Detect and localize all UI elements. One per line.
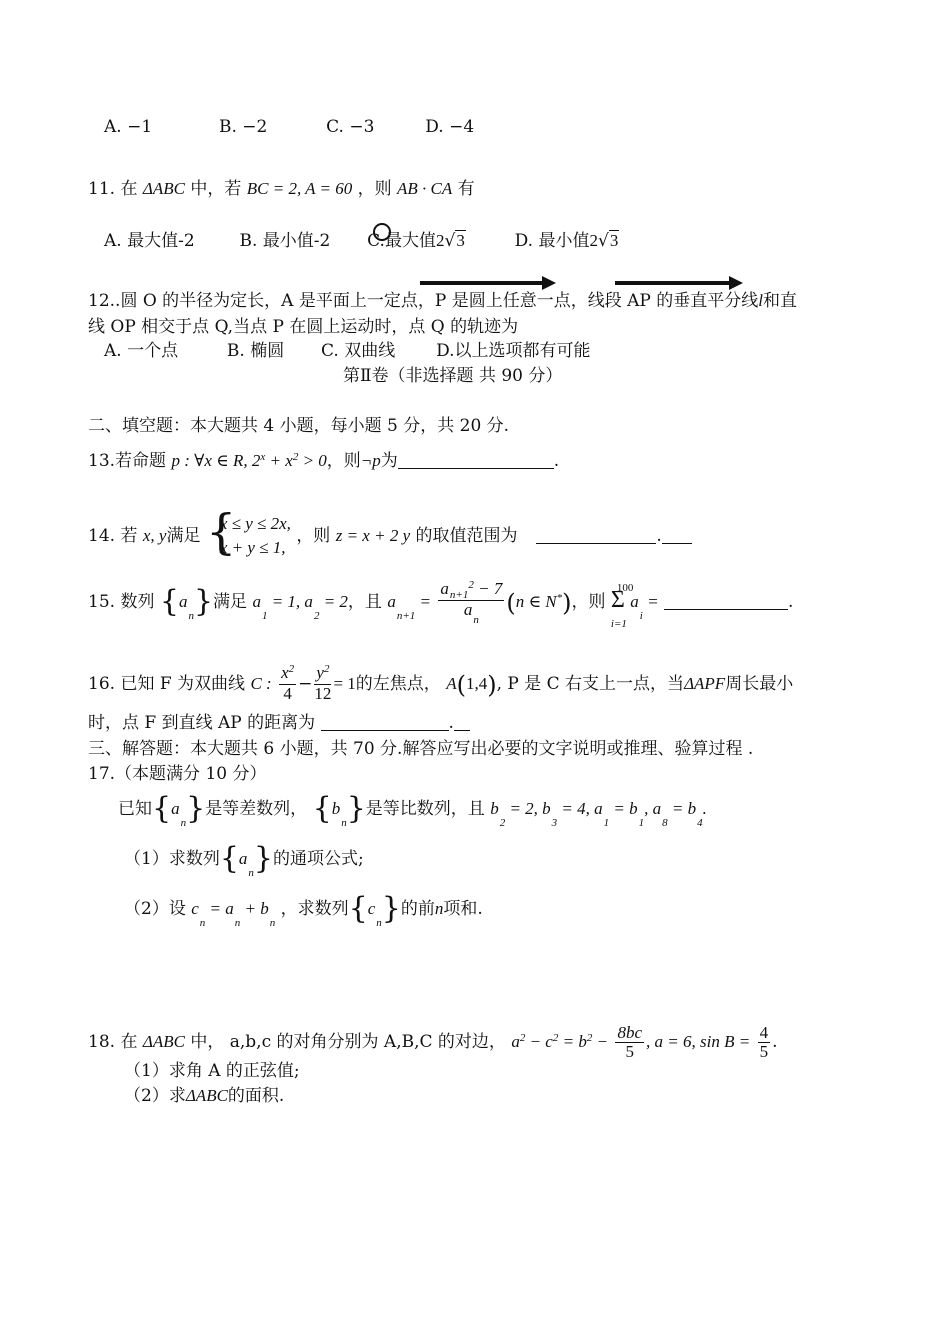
q17-text: 是等差数列，	[205, 799, 308, 819]
arrow-right-icon	[420, 281, 552, 285]
q12-option-c: C. 双曲线	[321, 341, 396, 361]
q15	[88, 579, 794, 630]
q18-triangle: ΔABC	[142, 1032, 185, 1051]
q17-text: 项和.	[443, 899, 483, 919]
q15-sub: n	[188, 610, 194, 622]
q16-text: 时，点 F 到直线 AP 的距离为	[88, 713, 316, 733]
q12-text: 12..圆 O 的半径为定长，A 是平面上一定点，P 是圆上任意一点，线段 AP 的垂直平分线	[88, 291, 759, 311]
q17-conditions: $b_2 = 2$, $b_3 = 4$, $a_1 = b_1$, $a_8 = b_4$.	[490, 799, 707, 829]
q11-text: ，则	[357, 179, 392, 199]
q11-number: 11.	[88, 179, 116, 199]
q13-text: 13.若命题	[88, 451, 167, 471]
q17-part1	[124, 841, 364, 879]
q18-equation: $a^2 - c^2 = b^2$ −	[511, 1032, 609, 1051]
q14-system	[205, 504, 291, 560]
q11-option-a: A. 最大值-2	[104, 231, 195, 251]
q16-triangle: ΔAPF	[684, 674, 726, 693]
q17-text: （2）设	[124, 899, 186, 919]
q15-sum: 100 Σ i=1	[610, 582, 634, 630]
q14-blank-tail	[662, 525, 692, 544]
q17-seq-c: c	[367, 899, 376, 918]
q16-answer-blank[interactable]	[321, 712, 449, 731]
q18-part1: （1）求角 A 的正弦值;	[124, 1061, 300, 1081]
q12-option-b: B. 椭圆	[226, 341, 285, 361]
q13-text: ，则	[326, 451, 361, 471]
q13-answer-blank[interactable]	[398, 450, 554, 469]
brace-icon: }	[381, 891, 401, 926]
q16-text: 周长最小	[725, 674, 794, 694]
q10-option-b: B. −2	[218, 117, 268, 137]
q10-options	[104, 116, 474, 138]
q17-n: n	[434, 899, 444, 918]
q10-option-d: D. −4	[425, 117, 475, 137]
q16-line2	[88, 712, 470, 734]
q16-point: A(1,4)	[446, 671, 497, 699]
q15-text: 满足	[213, 592, 248, 612]
q11-option-b: B. 最小值-2	[239, 231, 331, 251]
q15-text: ，且	[347, 592, 382, 612]
q17-seq-a: a	[171, 799, 180, 818]
brace-icon: {	[219, 841, 239, 876]
part2-title: 第Ⅱ卷（非选择题 共 90 分）	[343, 366, 563, 386]
q17-text: ，求数列	[280, 899, 349, 919]
q15-text: ，则	[571, 592, 606, 612]
q13	[88, 450, 559, 474]
q18-period: .	[772, 1032, 778, 1052]
q11-triangle: ΔABC	[142, 179, 185, 198]
q16-text: 16. 已知 F 为双曲线	[88, 674, 246, 694]
q14-objective: z = x + 2 y	[335, 526, 411, 545]
q18-triangle: ΔABC	[185, 1086, 228, 1105]
q18-conditions: , a = 6, sin B =	[646, 1032, 751, 1051]
q11-options	[104, 230, 619, 252]
brace-icon: {	[312, 791, 332, 826]
q18-text: （2）求	[124, 1086, 186, 1106]
q18-text: 中， a,b,c 的对角分别为 A,B,C 的对边，	[190, 1032, 506, 1052]
q16-period: .	[448, 713, 454, 733]
q14-text: 的取值范围为	[415, 526, 518, 546]
q15-fraction: $\frac{a_{n+1}^2 - 7}{a_n}$	[440, 579, 503, 626]
q12-option-a: A. 一个点	[104, 341, 179, 361]
q16-curve: C :	[250, 674, 272, 693]
q16-blank-tail	[454, 712, 470, 731]
brace-icon: }	[193, 584, 214, 619]
paren-icon: )	[562, 589, 572, 617]
circle-mark-icon	[373, 223, 391, 241]
q17-text: 的通项公式;	[273, 849, 364, 869]
q12-var: l	[758, 291, 763, 310]
q15-sub: i	[639, 610, 643, 622]
q13-period: .	[553, 451, 560, 471]
q16-line1	[88, 664, 793, 703]
q14-text: ，则	[296, 526, 331, 546]
q15-eq: =	[647, 592, 659, 611]
q11-text: 在	[120, 179, 138, 199]
q17-header: 17.（本题满分 10 分）	[88, 764, 267, 784]
q14-answer-blank[interactable]	[536, 525, 656, 544]
q12-options	[104, 340, 591, 362]
q11-condition: BC = 2, A = 60	[246, 179, 353, 198]
q16-minus: −	[298, 674, 313, 694]
brace-icon: {	[205, 504, 237, 560]
q11-dot-product: AB · CA	[397, 179, 453, 198]
arrow-right-icon	[615, 281, 739, 285]
paren-icon: (	[506, 589, 516, 617]
q16-text: , P 是 C 右支上一点，当	[496, 674, 685, 694]
q10-option-a: A. −1	[104, 117, 153, 137]
q17-sub: n	[248, 867, 254, 879]
q18-frac2: $\frac{4}{5}$	[759, 1023, 769, 1061]
q13-proposition: p : ∀x ∈ R, $2^x + x^2 > 0$	[171, 451, 327, 470]
q15-text: 15. 数列	[88, 592, 155, 612]
q11-text: 中，若	[190, 179, 242, 199]
q15-initial: $a_1 = 1$, $a_2 = 2$	[252, 592, 348, 622]
q11-text: 有	[457, 179, 475, 199]
q15-period: .	[788, 592, 794, 612]
q14-ineq1: x ≤ y ≤ 2x,	[219, 514, 291, 533]
q17-stem	[118, 791, 707, 829]
q17-seq-b: b	[331, 799, 341, 818]
q16-frac2: $\frac{y^2}{12}$	[314, 663, 332, 703]
q12-option-d: D.以上选项都有可能	[436, 341, 591, 361]
q17-sub: n	[376, 917, 382, 929]
q15-answer-blank[interactable]	[664, 591, 788, 610]
q16-eq: = 1	[333, 674, 356, 693]
q12-text: 和直	[762, 291, 797, 311]
q14	[88, 504, 692, 560]
brace-icon: }	[186, 791, 206, 826]
q18-stem	[88, 1024, 778, 1061]
q18-frac1: $\frac{8bc}{5}$	[617, 1023, 643, 1061]
q13-text: 为	[380, 451, 398, 471]
brace-icon: }	[253, 841, 274, 876]
q11-option-c: C.最大值2√3	[367, 231, 465, 251]
q15-seq: a	[178, 592, 188, 611]
q17-text: 的前	[400, 899, 435, 919]
brace-icon: }	[346, 791, 366, 826]
q15-recurrence: $a_{n+1}$ =	[387, 592, 431, 622]
q17-sub: n	[341, 817, 347, 829]
section2-heading: 二、填空题：本大题共 4 小题，每小题 5 分，共 20 分.	[88, 416, 510, 436]
q15-term: a	[630, 592, 639, 611]
q17-text: 是等比数列，且	[365, 799, 485, 819]
q17-seq-a: a	[238, 849, 248, 868]
q12-line2: 线 OP 相交于点 Q,当点 P 在圆上运动时，点 Q 的轨迹为	[88, 317, 519, 337]
q18-part2	[124, 1085, 284, 1107]
q14-vars: x, y	[142, 526, 167, 545]
q15-condition: n ∈ N*	[515, 592, 563, 611]
section3-heading: 三、解答题：本大题共 6 小题，共 70 分.解答应写出必要的文字说明或推理、验算过程 .	[88, 739, 754, 759]
q17-cn-def: $c_n = a_n + b_n$	[191, 899, 276, 929]
brace-icon: {	[152, 791, 172, 826]
q16-text: 的左焦点，	[355, 674, 441, 694]
q14-text: 14. 若	[88, 526, 138, 546]
q14-text: 满足	[166, 526, 201, 546]
q17-part2	[124, 891, 483, 929]
brace-icon: {	[159, 584, 179, 619]
q13-negation: ¬p	[360, 451, 381, 470]
sigma-icon: Σ	[610, 587, 625, 613]
q17-text: （1）求数列	[124, 849, 220, 869]
q10-option-c: C. −3	[326, 117, 375, 137]
q14-period: .	[656, 526, 662, 546]
q11-option-d: D. 最小值2√3	[514, 231, 619, 251]
q12-line1	[88, 290, 797, 312]
q14-ineq2: x + y ≤ 1,	[219, 538, 286, 557]
q17-text: 已知	[118, 799, 152, 819]
q11-stem	[88, 178, 475, 200]
q16-frac1: $\frac{x^2}{4}$	[281, 663, 295, 703]
brace-icon: {	[348, 891, 368, 926]
q18-text: 18. 在	[88, 1032, 138, 1052]
q18-text: 的面积.	[227, 1086, 285, 1106]
q17-sub: n	[180, 817, 187, 829]
